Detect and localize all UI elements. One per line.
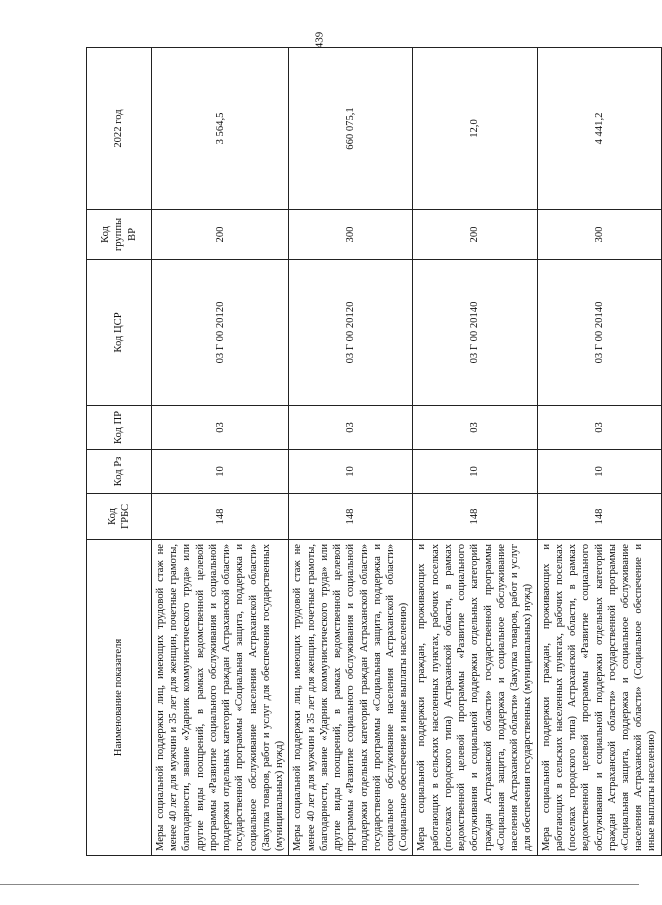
- table-header-row: [87, 48, 152, 856]
- cell-rz: 10: [289, 450, 413, 494]
- table-row: [289, 48, 413, 856]
- cell-name: Мера социальной поддержки граждан, проживающих и работающих в сельских населенных пунктах, рабочих поселках (поселках городского типа) Астраханской области, в рамках ведомственной целевой программы «Развитие социального обслуживания и социальной поддержки отдельных категорий граждан Астраханской области» государственной программы «Социальная защита, поддержка и социальное обслуживание населения Астраханской области» (Социальное обеспечение и иные выплаты населению): [537, 540, 661, 856]
- cell-grbs: 148: [537, 494, 661, 540]
- cell-rz: 10: [413, 450, 537, 494]
- table-row: [152, 48, 289, 856]
- cell-vr: 300: [537, 210, 661, 260]
- rotated-table-wrapper: [86, 48, 658, 856]
- cell-name: Меры социальной поддержки лиц, имеющих трудовой стаж не менее 40 лет для мужчин и 35 лет для женщин, почетные грамоты, благодарности, звание «Ударник коммунистического труда» или другие виды поощрений, в рамках ведомственной целевой программы «Развитие социального обслуживания и социальной поддержки отдельных категорий граждан Астраханской области» государственной программы «Социальная защита, поддержка и социальное обслуживание населения Астраханской области» (Социальное обеспечение и иные выплаты населению): [289, 540, 413, 856]
- header-csr: Код ЦСР: [87, 260, 152, 406]
- cell-value: 660 075,1: [289, 48, 413, 210]
- page-number-text: 439: [313, 31, 325, 49]
- header-year: 2022 год: [87, 48, 152, 210]
- cell-grbs: 148: [289, 494, 413, 540]
- cell-csr: 03 Г 00 20120: [289, 260, 413, 406]
- cell-value: 3 564,5: [152, 48, 289, 210]
- cell-pr: 03: [152, 406, 289, 450]
- header-vr: Код группы ВР: [87, 210, 152, 260]
- cell-value: 12,0: [413, 48, 537, 210]
- cell-csr: 03 Г 00 20140: [413, 260, 537, 406]
- cell-name: Меры социальной поддержки лиц, имеющих трудовой стаж не менее 40 лет для мужчин и 35 лет для женщин, почетные грамоты, благодарности, звание «Ударник коммунистического труда» или другие виды поощрений, в рамках ведомственной целевой программы «Развитие социального обслуживания и социальной поддержки отдельных категорий граждан Астраханской области» государственной программы «Социальная защита, поддержка и социальное обслуживание населения Астраханской области» (Закупка товаров, работ и услуг для обеспечения государственных (муниципальных) нужд): [152, 540, 289, 856]
- cell-csr: 03 Г 00 20120: [152, 260, 289, 406]
- cell-vr: 300: [289, 210, 413, 260]
- cell-pr: 03: [537, 406, 661, 450]
- cell-name: Мера социальной поддержки граждан, проживающих и работающих в сельских населенных пунктах, рабочих поселках (поселках городского типа) Астраханской области, в рамках ведомственной целевой программы «Развитие социального обслуживания и социальной поддержки отдельных категорий граждан Астраханской области» государственной программы «Социальная защита, поддержка и социальное обслуживание населения Астраханской области» (Закупка товаров, работ и услуг для обеспечения государственных (муниципальных) нужд): [413, 540, 537, 856]
- table-row: [537, 48, 661, 856]
- cell-vr: 200: [152, 210, 289, 260]
- budget-table: [86, 47, 662, 856]
- cell-grbs: 148: [152, 494, 289, 540]
- header-rz: Код Рз: [87, 450, 152, 494]
- header-grbs: Код ГРБС: [87, 494, 152, 540]
- cell-rz: 10: [152, 450, 289, 494]
- cell-pr: 03: [289, 406, 413, 450]
- cell-pr: 03: [413, 406, 537, 450]
- header-pr: Код ПР: [87, 406, 152, 450]
- cell-value: 4 441,2: [537, 48, 661, 210]
- page-bottom-rule: [0, 884, 639, 885]
- document-area: [86, 48, 658, 856]
- cell-csr: 03 Г 00 20140: [537, 260, 661, 406]
- cell-grbs: 148: [413, 494, 537, 540]
- cell-vr: 200: [413, 210, 537, 260]
- table-row: [413, 48, 537, 856]
- cell-rz: 10: [537, 450, 661, 494]
- header-name: Наименование показателя: [87, 540, 152, 856]
